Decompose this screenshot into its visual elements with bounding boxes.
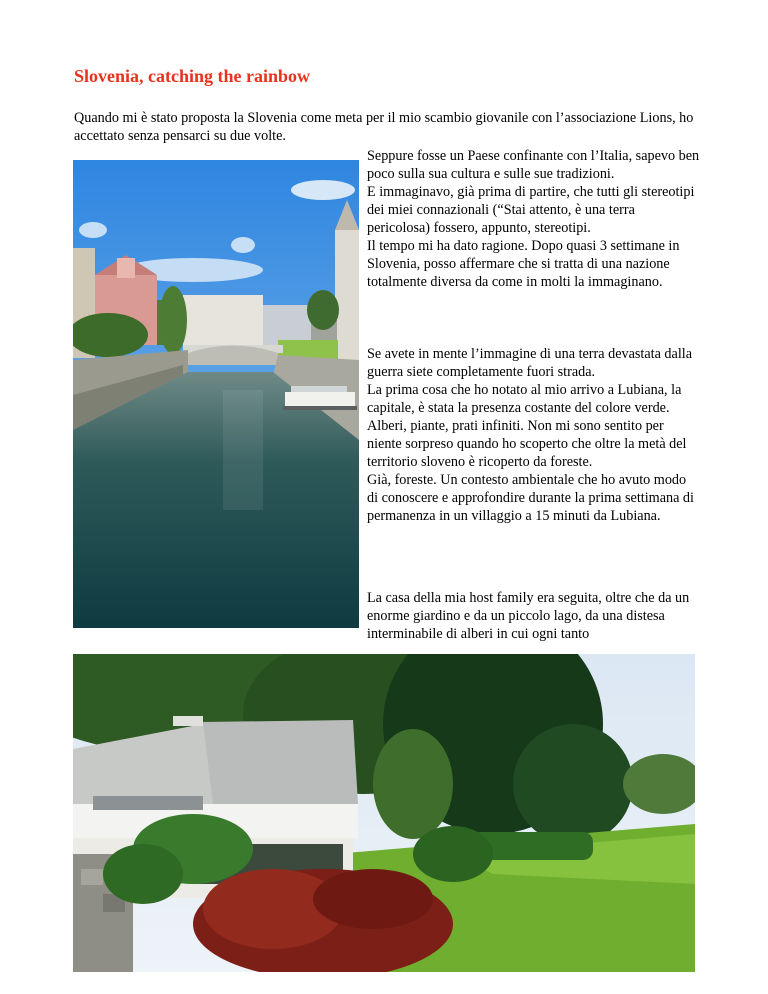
text-column-1 — [367, 147, 700, 291]
ljubljana-river-photo — [73, 160, 359, 628]
paragraph: Se avete in mente l’immagine di una terra devastata dalla guerra siete completamente fuori strada. — [367, 346, 692, 380]
paragraph: Il tempo mi ha dato ragione. Dopo quasi 3 settimane in Slovenia, posso affermare che si tratta di una nazione totalmente diversa da come in molti la immaginano. — [367, 238, 680, 290]
paragraph: Già, foreste. Un contesto ambientale che ho avuto modo di conoscere e approfondire durante la prima settimana di permanenza in un villaggio a 15 minuti da Lubiana. — [367, 472, 694, 524]
paragraph: E immaginavo, già prima di partire, che tutti gli stereotipi dei miei connazionali (“Stai attento, è una terra pericolosa) fossero, appunto, stereotipi. — [367, 184, 695, 236]
article-title: Slovenia, catching the rainbow — [74, 66, 311, 86]
paragraph: La casa della mia host family era seguita, oltre che da un enorme giardino e da un piccolo lago, da una distesa interminabile di alberi in cui ogni tanto — [367, 590, 690, 642]
garden-house-photo — [73, 654, 695, 972]
intro-paragraph: Quando mi è stato proposta la Slovenia come meta per il mio scambio giovanile con l’associazione Lions, ho accettato senza pensarci su due volte. — [74, 110, 694, 144]
text-column-3 — [367, 589, 700, 643]
paragraph: Seppure fosse un Paese confinante con l’Italia, sapevo ben poco sulla sua cultura e sulle sue tradizioni. — [367, 148, 700, 182]
paragraph: La prima cosa che ho notato al mio arrivo a Lubiana, la capitale, è stata la presenza costante del colore verde. Alberi, piante, prati infiniti. Non mi sono sentito per niente sorpreso quando ho scoperto che oltre la metà del territorio sloveno è ricoperto da foreste. — [367, 382, 687, 470]
text-column-2 — [367, 345, 700, 525]
